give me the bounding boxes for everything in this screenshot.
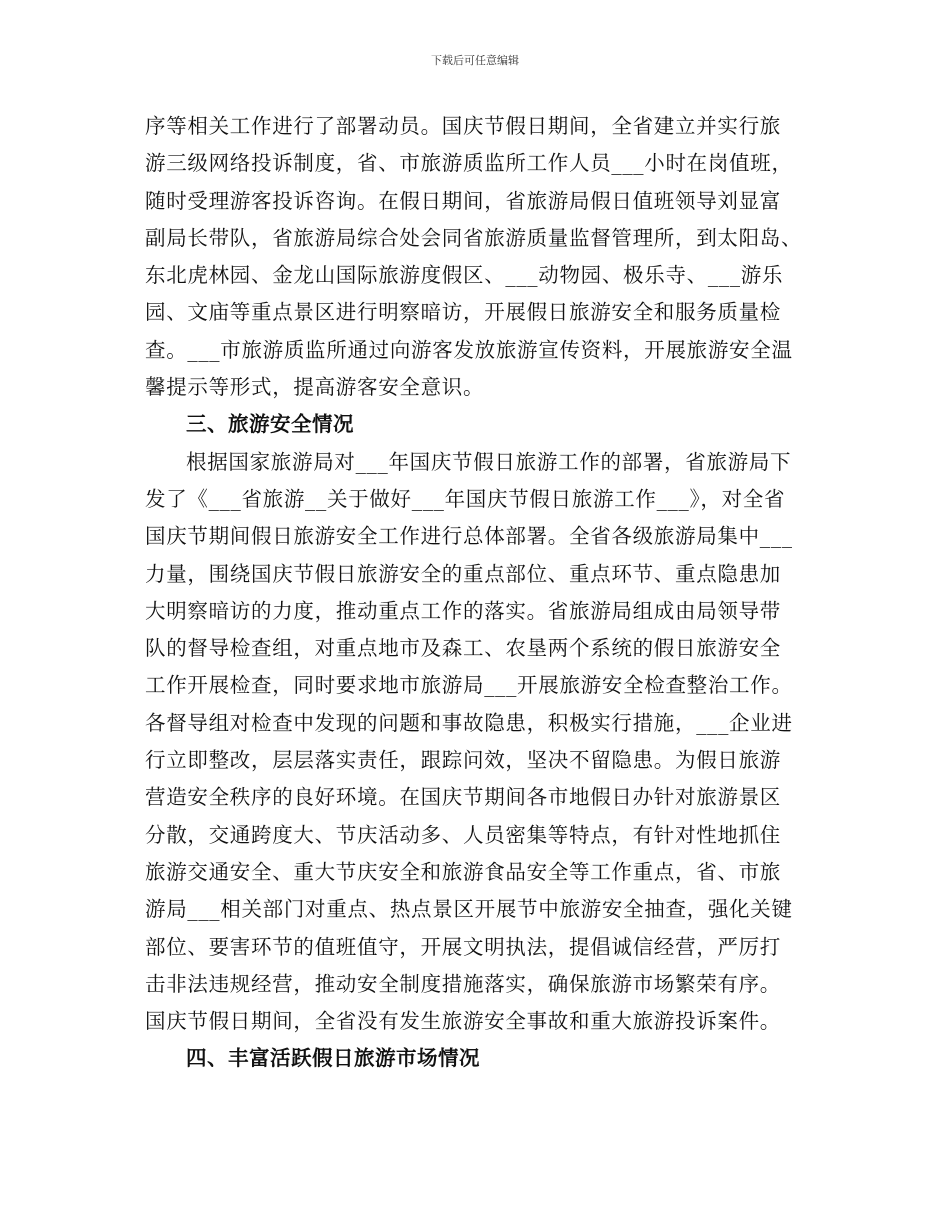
text-line: 国庆节期间假日旅游安全工作进行总体部署。全省各级旅游局集中___ xyxy=(145,524,793,549)
text-line: 大明察暗访的力度，推动重点工作的落实。省旅游局组成由局领导带 xyxy=(145,598,781,623)
text-line: 国庆节假日期间，全省没有发生旅游安全事故和重大旅游投诉案件。 xyxy=(145,1009,781,1034)
text-line: 查。___市旅游质监所通过向游客发放旅游宣传资料，开展旅游安全温 xyxy=(145,337,793,362)
section-heading-4: 四、丰富活跃假日旅游市场情况 xyxy=(186,1046,480,1071)
page-header: 下载后可任意编辑 xyxy=(431,54,519,67)
text-line: 游局___相关部门对重点、热点景区开展节中旅游安全抽查，强化关键 xyxy=(145,897,793,922)
text-line: 游三级网络投诉制度，省、市旅游质监所工作人员___小时在岗值班， xyxy=(145,151,793,176)
text-line: 各督导组对检查中发现的问题和事故隐患，积极实行措施，___企业进 xyxy=(145,710,793,735)
text-line: 副局长带队，省旅游局综合处会同省旅游质量监督管理所，到太阳岛、 xyxy=(145,225,803,250)
text-line: 序等相关工作进行了部署动员。国庆节假日期间，全省建立并实行旅 xyxy=(145,114,781,138)
text-line: 击非法违规经营，推动安全制度措施落实，确保旅游市场繁荣有序。 xyxy=(145,971,781,996)
text-line: 部位、要害环节的值班值守，开展文明执法，提倡诚信经营，严厉打 xyxy=(145,934,781,959)
text-line: 营造安全秩序的良好环境。在国庆节期间各市地假日办针对旅游景区 xyxy=(145,785,781,810)
text-line: 队的督导检查组，对重点地市及森工、农垦两个系统的假日旅游安全 xyxy=(145,636,781,661)
text-line: 力量，围绕国庆节假日旅游安全的重点部位、重点环节、重点隐患加 xyxy=(145,561,781,586)
text-line: 旅游交通安全、重大节庆安全和旅游食品安全等工作重点，省、市旅 xyxy=(145,859,781,884)
text-line: 工作开展检查，同时要求地市旅游局___开展旅游安全检查整治工作。 xyxy=(145,673,793,698)
text-line: 发了《___省旅游__关于做好___年国庆节假日旅游工作___》，对全省 xyxy=(145,486,786,511)
document-body xyxy=(145,108,815,1078)
section-heading-3: 三、旅游安全情况 xyxy=(186,412,354,437)
text-line: 随时受理游客投诉咨询。在假日期间，省旅游局假日值班领导刘显富 xyxy=(145,188,781,213)
text-line: 东北虎林园、金龙山国际旅游度假区、___动物园、极乐寺、___游乐 xyxy=(145,263,784,288)
text-line: 分散，交通跨度大、节庆活动多、人员密集等特点，有针对性地抓住 xyxy=(145,822,781,847)
text-line: 园、文庙等重点景区进行明察暗访，开展假日旅游安全和服务质量检 xyxy=(145,300,781,325)
text-line: 行立即整改，层层落实责任，跟踪问效，坚决不留隐患。为假日旅游 xyxy=(145,748,781,773)
text-line: 馨提示等形式，提高游客安全意识。 xyxy=(145,375,485,400)
text-line: 根据国家旅游局对___年国庆节假日旅游工作的部署，省旅游局下 xyxy=(186,449,792,474)
